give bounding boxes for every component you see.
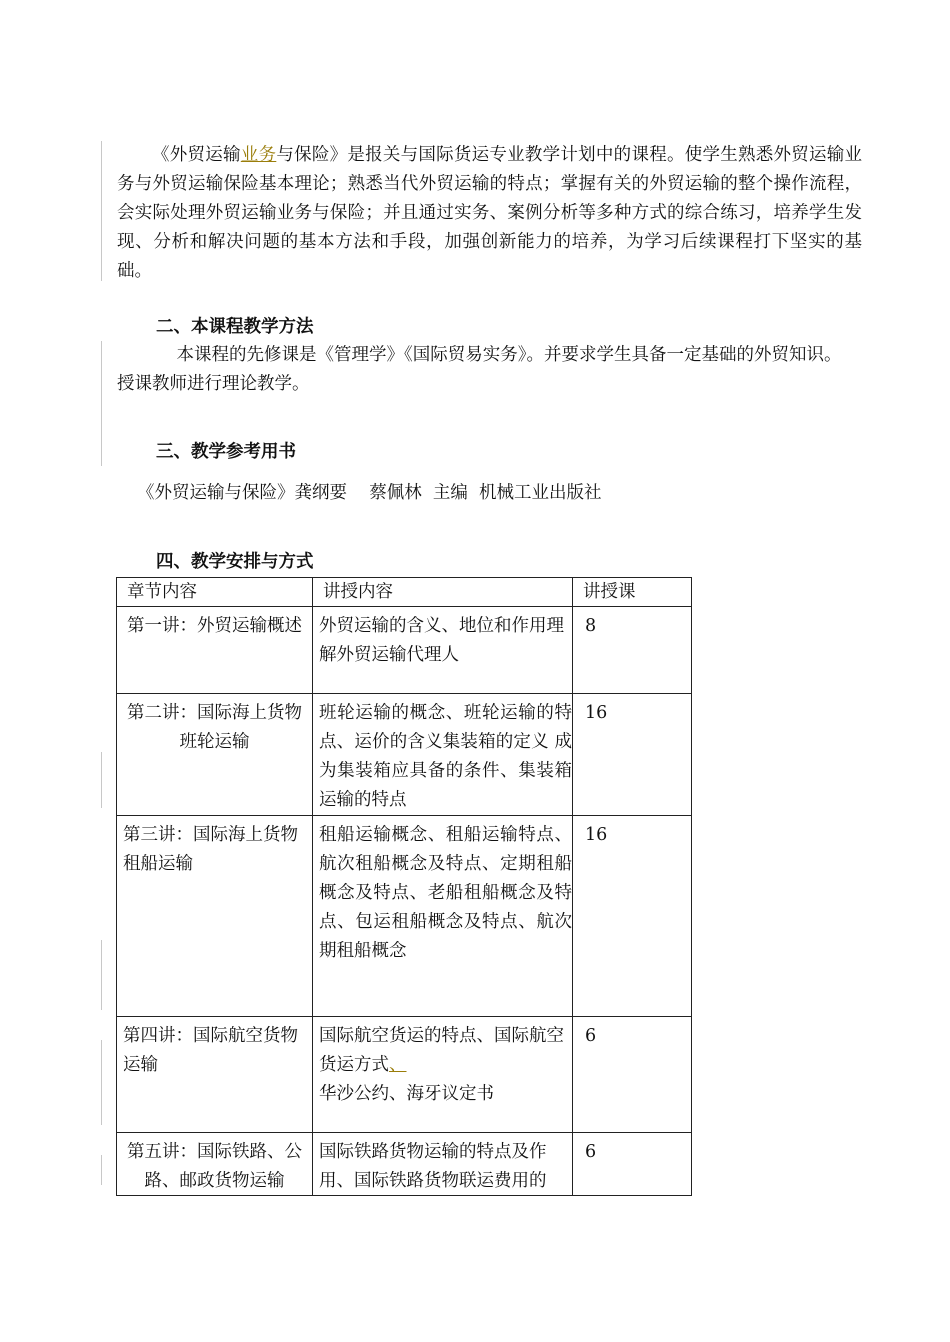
margin-bar bbox=[101, 1040, 102, 1125]
chapter-cell bbox=[117, 1133, 313, 1196]
table-row bbox=[117, 607, 692, 694]
content-cell: 租船运输概念、租船运输特点、航次租船概念及特点、定期租船概念及特点、老船租船概念及特点、包运租船概念及特点、航次期租船概念 bbox=[313, 816, 573, 1017]
intro-paragraph bbox=[117, 141, 862, 286]
content-text-line2: 华沙公约、海牙议定书 bbox=[319, 1084, 494, 1104]
reference-book-entry: 《外贸运输与保险》龚纲要 蔡佩林 主编 机械工业出版社 bbox=[137, 483, 602, 503]
section-heading-schedule: 四、教学安排与方式 bbox=[156, 552, 314, 572]
content-cell: 班轮运输的概念、班轮运输的特点、运价的含义集装箱的定义 成为集装箱应具备的条件、集装箱运输的特点 bbox=[313, 694, 573, 816]
header-hours: 讲授课 bbox=[573, 578, 692, 607]
hours-cell: 16 bbox=[573, 816, 692, 1017]
content-text: 国际铁路货物运输的特点及作用、国际铁路货物联运费用的 bbox=[319, 1142, 547, 1191]
header-content: 讲授内容 bbox=[313, 578, 573, 607]
content-tail-mark: 、 bbox=[389, 1055, 407, 1075]
table-row bbox=[117, 816, 692, 1017]
table-row bbox=[117, 1017, 692, 1133]
hours-cell: 8 bbox=[573, 607, 692, 694]
margin-bar bbox=[101, 341, 102, 466]
margin-bar bbox=[101, 752, 102, 808]
chapter-cell: 第二讲：国际海上货物班轮运输 bbox=[117, 694, 313, 816]
header-chapter: 章节内容 bbox=[117, 578, 313, 607]
teaching-method-paragraph: 本课程的先修课是《管理学》《国际贸易实务》。并要求学生具备一定基础的外贸知识。授课教师进行理论教学。 bbox=[117, 345, 842, 394]
margin-bar bbox=[101, 940, 102, 1010]
section-heading-reference-books: 三、教学参考用书 bbox=[156, 442, 296, 462]
table-row bbox=[117, 1133, 692, 1196]
content-cell: 外贸运输的含义、地位和作用理解外贸运输代理人 bbox=[313, 607, 573, 694]
hours-cell: 6 bbox=[573, 1017, 692, 1133]
margin-bar bbox=[101, 141, 102, 281]
schedule-table bbox=[116, 577, 692, 1196]
section-heading-teaching-method: 二、本课程教学方法 bbox=[156, 317, 314, 337]
intro-text-rest: 与保险》是报关与国际货运专业教学计划中的课程。使学生熟悉外贸运输业务与外贸运输保险基本理论；熟悉当代外贸运输的特点；掌握有关的外贸运输的整个操作流程，会实际处理外贸运输业务与保险；并且通过实务、案例分析等多种方式的综合练习，培养学生发现、分析和解决问题的基本方法和手段，加强创新能力的培养，为学习后续课程打下坚实的基础。 bbox=[117, 145, 863, 281]
chapter-cell: 第一讲：外贸运输概述 bbox=[117, 607, 313, 694]
hours-cell: 6 bbox=[573, 1133, 692, 1196]
intro-text-start: 《外贸运输 bbox=[152, 145, 241, 165]
content-cell bbox=[313, 1133, 573, 1196]
table-row bbox=[117, 694, 692, 816]
table-header-row bbox=[117, 578, 692, 607]
chapter-cell: 第三讲：国际海上货物租船运输 bbox=[117, 816, 313, 1017]
content-text: 国际航空货运的特点、国际航空货运方式 bbox=[319, 1026, 564, 1075]
hours-cell: 16 bbox=[573, 694, 692, 816]
chapter-cell: 第四讲：国际航空货物运输 bbox=[117, 1017, 313, 1133]
content-cell bbox=[313, 1017, 573, 1133]
margin-bar bbox=[101, 1155, 102, 1185]
chapter-text: 第五讲：国际铁路、公路、邮政货物运输 bbox=[127, 1142, 302, 1191]
business-link[interactable]: 业务 bbox=[240, 145, 277, 165]
